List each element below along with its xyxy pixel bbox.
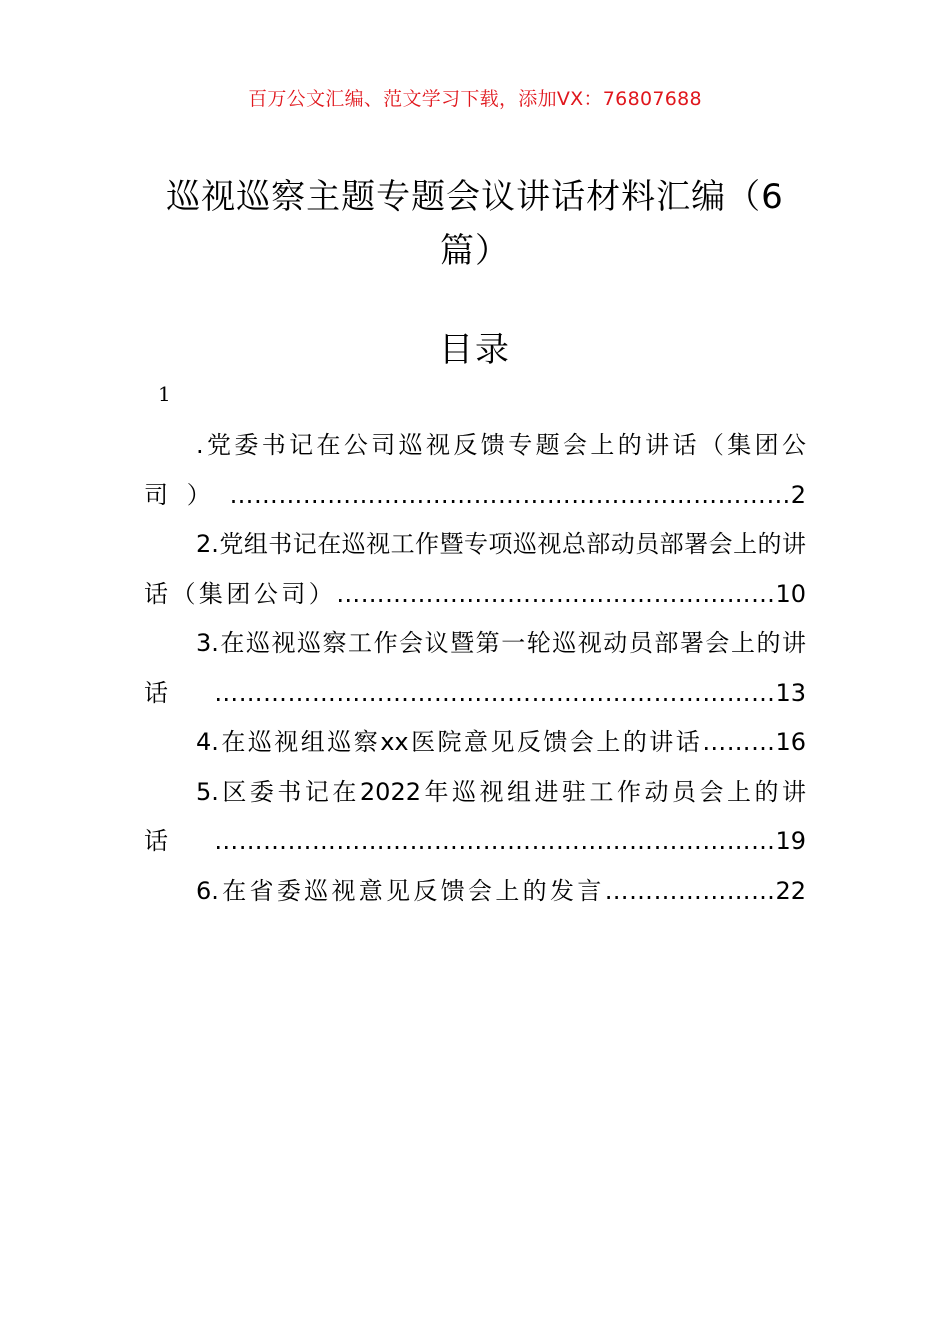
toc-entry-page: 10 [775, 579, 806, 608]
toc-entry-page: 13 [775, 678, 806, 707]
table-of-contents [144, 421, 806, 916]
toc-leader-dots: …………………………………………………………… [214, 678, 776, 707]
toc-leader-dots: …………………………………………………………… [229, 480, 791, 509]
toc-entry-title: 6.在省委巡视意见反馈会上的发言 [196, 876, 605, 905]
toc-leader-dots: …………………………………………………………… [214, 827, 776, 855]
stray-list-number: 1 [158, 382, 171, 406]
toc-leader-dots: ………………… [604, 876, 776, 905]
toc-entry-title: 2.党组书记在巡视工作暨专项巡视总部动员部署会上的讲话（集团公司） [144, 530, 806, 608]
toc-entry-title: .党委书记在公司巡视反馈专题会上的讲话（集团公司） [144, 431, 806, 509]
toc-entry[interactable] [144, 718, 806, 768]
toc-entry[interactable] [144, 520, 806, 619]
toc-entry-page: 19 [775, 827, 806, 855]
toc-entry[interactable] [144, 768, 806, 867]
toc-leader-dots: ……………………………………………… [336, 579, 776, 608]
toc-entry-title: 4.在巡视组巡察xx医院意见反馈会上的讲话 [196, 728, 703, 756]
document-title: 巡视巡察主题专题会议讲话材料汇编（6篇） [166, 177, 784, 271]
toc-entry[interactable] [144, 421, 806, 520]
toc-entry[interactable] [144, 867, 806, 917]
toc-entry-page: 2 [790, 480, 806, 509]
toc-heading: 目录 [439, 330, 511, 370]
toc-leader-dots: ……… [702, 728, 776, 756]
header-promo-note: 百万公文汇编、范文学习下载，添加VX：76807688 [248, 88, 702, 110]
toc-entry-page: 22 [775, 876, 806, 905]
toc-entry-title: 3.在巡视巡察工作会议暨第一轮巡视动员部署会上的讲话 [144, 629, 806, 707]
toc-entry-page: 16 [775, 728, 806, 756]
toc-entry[interactable] [144, 619, 806, 718]
toc-entry-title: 5.区委书记在2022年巡视组进驻工作动员会上的讲话 [144, 777, 806, 855]
